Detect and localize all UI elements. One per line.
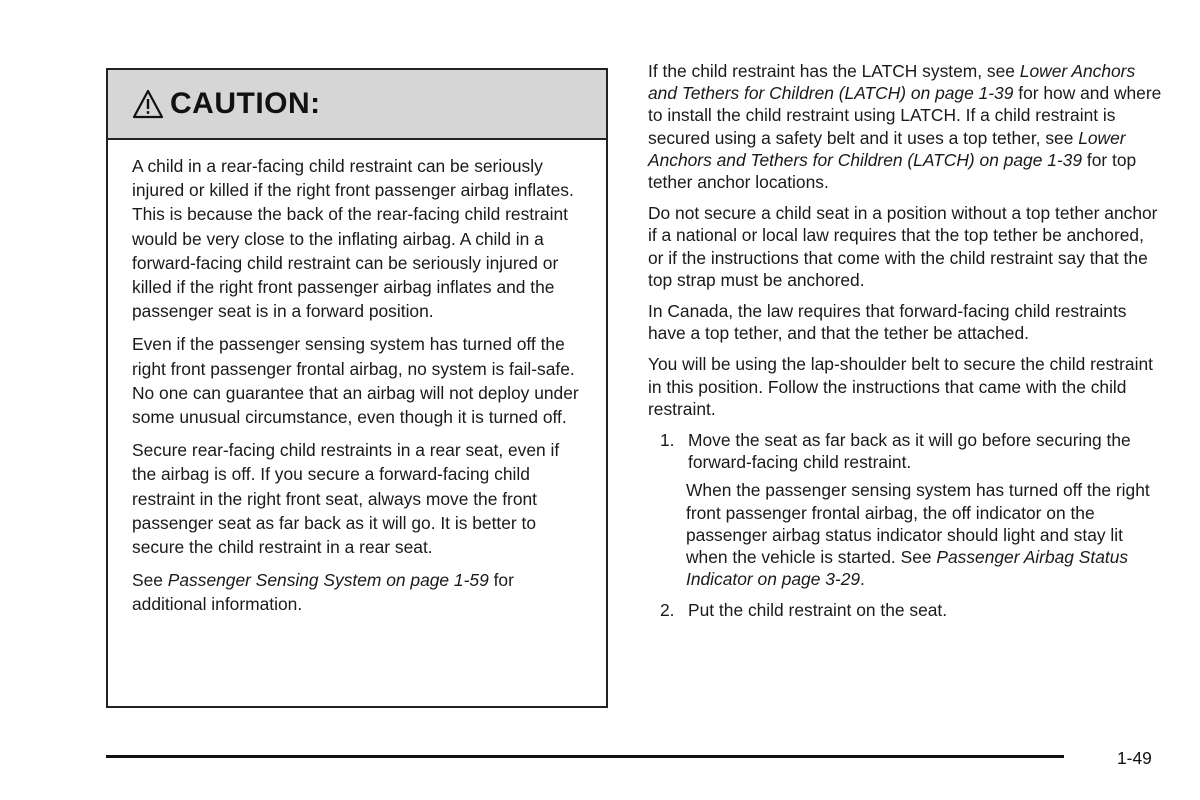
footer-rule [106, 755, 1064, 758]
text-segment: . [860, 569, 865, 590]
step-text: Move the seat as far back as it will go before securing the forward-facing child restraint. [688, 430, 1131, 473]
cross-reference-link[interactable]: Passenger Sensing System on page 1-59 [167, 570, 489, 591]
text-segment: for how and where to install the child restraint using LATCH. If a child restraint is secured using a safety belt and it uses a top tether, see [648, 83, 1162, 148]
warning-triangle-icon [132, 88, 164, 120]
text-segment: for additional information. [132, 570, 514, 615]
text-segment: When the passenger sensing system has turned off the right front passenger frontal airbag, the off indicator on the passenger airbag status indicator should light and stay lit when the vehicle is started. See [686, 480, 1150, 568]
right-column [648, 60, 1163, 628]
caution-body [108, 140, 606, 617]
caution-paragraph-3: Secure rear-facing child restraints in a rear seat, even if the airbag is off. If you secure a forward-facing child restraint in the right front seat, always move the front passenger seat as far back as it will go. It is better to secure the child restraint in a rear seat. [132, 440, 560, 558]
latch-paragraph [648, 60, 1163, 193]
caution-paragraph-1: A child in a rear-facing child restraint can be seriously injured or killed if the right front passenger airbag inflates. This is because the back of the rear-facing child restraint would be very close to the inflating airbag. A child in a forward-facing child restraint can be seriously injured or killed if the right front passenger airbag inflates and the passenger seat is in a forward position. [132, 156, 574, 322]
page-number: 1-49 [1117, 748, 1152, 768]
caution-box [106, 68, 608, 708]
step-2 [648, 599, 1163, 621]
step-number: 1. [660, 430, 675, 451]
text-segment: for top tether anchor locations. [648, 149, 1137, 193]
canada-paragraph: In Canada, the law requires that forward-facing child restraints have a top tether, and that the tether be attached. [648, 301, 1127, 344]
caution-title: CAUTION: [170, 87, 321, 120]
caution-paragraph-2: Even if the passenger sensing system has turned off the right front passenger frontal airbag, no system is fail-safe. No one can guarantee that an airbag will not deploy under some unusual circumstance, even though it is turned off. [132, 334, 579, 428]
cross-reference-link[interactable]: Passenger Airbag Status Indicator on page 3-29 [686, 547, 1129, 590]
text-segment: If the child restraint has the LATCH system, see [648, 61, 1020, 81]
caution-paragraph-4 [132, 568, 584, 616]
lap-shoulder-paragraph: You will be using the lap-shoulder belt to secure the child restraint in this position. Follow the instructions that came with the child restraint. [648, 354, 1153, 419]
cross-reference-link[interactable]: Lower Anchors and Tethers for Children (LATCH) on page 1-39 [648, 61, 1136, 104]
text-segment: See [132, 570, 168, 591]
step-1 [648, 429, 1163, 473]
cross-reference-link[interactable]: Lower Anchors and Tethers for Children (LATCH) on page 1-39 [648, 127, 1126, 170]
step-1-note [686, 479, 1163, 590]
caution-header [108, 70, 606, 140]
step-text: Put the child restraint on the seat. [688, 600, 948, 621]
step-number: 2. [660, 600, 675, 621]
top-tether-paragraph: Do not secure a child seat in a position without a top tether anchor if a national or local law requires that the top tether be anchored, or if the instructions that come with the child restraint say that the top strap must be anchored. [648, 203, 1158, 290]
